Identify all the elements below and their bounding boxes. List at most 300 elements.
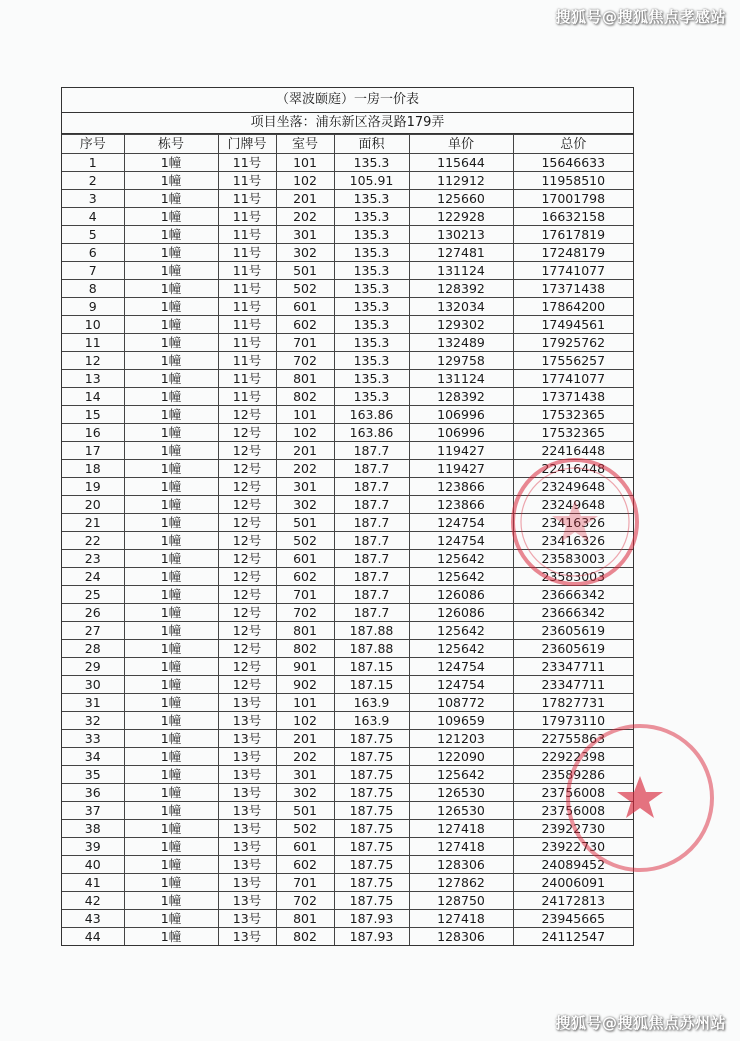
cell-door: 12号 xyxy=(218,568,276,586)
cell-unit-price: 127418 xyxy=(409,910,513,928)
cell-unit-price: 127418 xyxy=(409,838,513,856)
cell-total-price: 17494561 xyxy=(513,316,633,334)
cell-total-price: 24112547 xyxy=(513,928,633,946)
cell-index: 2 xyxy=(62,172,124,190)
table-row xyxy=(62,478,633,496)
cell-building: 1幢 xyxy=(124,586,218,604)
cell-unit-price: 126086 xyxy=(409,586,513,604)
cell-building: 1幢 xyxy=(124,280,218,298)
cell-building: 1幢 xyxy=(124,442,218,460)
cell-index: 40 xyxy=(62,856,124,874)
cell-unit-price: 126530 xyxy=(409,802,513,820)
cell-door: 13号 xyxy=(218,766,276,784)
cell-total-price: 23416326 xyxy=(513,532,633,550)
cell-unit-price: 108772 xyxy=(409,694,513,712)
cell-area: 163.86 xyxy=(334,406,409,424)
cell-building: 1幢 xyxy=(124,208,218,226)
cell-total-price: 17973110 xyxy=(513,712,633,730)
table-row xyxy=(62,298,633,316)
cell-index: 4 xyxy=(62,208,124,226)
cell-area: 187.88 xyxy=(334,640,409,658)
cell-total-price: 23605619 xyxy=(513,640,633,658)
cell-door: 12号 xyxy=(218,586,276,604)
cell-total-price: 17925762 xyxy=(513,334,633,352)
cell-area: 135.3 xyxy=(334,244,409,262)
cell-index: 43 xyxy=(62,910,124,928)
price-sheet xyxy=(61,87,634,946)
cell-area: 187.75 xyxy=(334,892,409,910)
cell-building: 1幢 xyxy=(124,190,218,208)
cell-building: 1幢 xyxy=(124,856,218,874)
cell-index: 8 xyxy=(62,280,124,298)
cell-area: 187.75 xyxy=(334,766,409,784)
cell-area: 163.9 xyxy=(334,694,409,712)
cell-index: 29 xyxy=(62,658,124,676)
cell-room: 702 xyxy=(276,352,334,370)
header-total-price: 总价 xyxy=(513,135,633,154)
cell-total-price: 24089452 xyxy=(513,856,633,874)
table-row xyxy=(62,244,633,262)
cell-building: 1幢 xyxy=(124,406,218,424)
cell-building: 1幢 xyxy=(124,154,218,172)
cell-index: 23 xyxy=(62,550,124,568)
cell-total-price: 23756008 xyxy=(513,784,633,802)
cell-door: 13号 xyxy=(218,838,276,856)
cell-area: 187.93 xyxy=(334,928,409,946)
cell-area: 187.7 xyxy=(334,478,409,496)
cell-area: 135.3 xyxy=(334,316,409,334)
cell-door: 11号 xyxy=(218,370,276,388)
cell-building: 1幢 xyxy=(124,532,218,550)
cell-index: 12 xyxy=(62,352,124,370)
header-index: 序号 xyxy=(62,135,124,154)
cell-room: 601 xyxy=(276,550,334,568)
cell-room: 601 xyxy=(276,838,334,856)
cell-index: 11 xyxy=(62,334,124,352)
cell-unit-price: 129302 xyxy=(409,316,513,334)
cell-total-price: 17532365 xyxy=(513,406,633,424)
cell-door: 13号 xyxy=(218,802,276,820)
cell-door: 12号 xyxy=(218,514,276,532)
cell-unit-price: 122090 xyxy=(409,748,513,766)
cell-area: 187.75 xyxy=(334,838,409,856)
cell-area: 187.7 xyxy=(334,532,409,550)
cell-room: 301 xyxy=(276,766,334,784)
cell-door: 12号 xyxy=(218,676,276,694)
cell-area: 163.9 xyxy=(334,712,409,730)
cell-index: 30 xyxy=(62,676,124,694)
header-unit-price: 单价 xyxy=(409,135,513,154)
cell-index: 36 xyxy=(62,784,124,802)
cell-unit-price: 123866 xyxy=(409,478,513,496)
cell-room: 502 xyxy=(276,820,334,838)
cell-door: 11号 xyxy=(218,190,276,208)
cell-room: 702 xyxy=(276,892,334,910)
cell-door: 12号 xyxy=(218,496,276,514)
cell-room: 802 xyxy=(276,928,334,946)
table-row xyxy=(62,190,633,208)
cell-area: 187.7 xyxy=(334,460,409,478)
cell-area: 135.3 xyxy=(334,298,409,316)
table-row xyxy=(62,748,633,766)
cell-building: 1幢 xyxy=(124,496,218,514)
cell-room: 101 xyxy=(276,154,334,172)
cell-area: 187.7 xyxy=(334,514,409,532)
cell-room: 301 xyxy=(276,226,334,244)
cell-total-price: 17617819 xyxy=(513,226,633,244)
cell-building: 1幢 xyxy=(124,550,218,568)
cell-room: 502 xyxy=(276,280,334,298)
cell-unit-price: 131124 xyxy=(409,370,513,388)
cell-building: 1幢 xyxy=(124,226,218,244)
table-row xyxy=(62,280,633,298)
cell-room: 802 xyxy=(276,388,334,406)
cell-index: 24 xyxy=(62,568,124,586)
cell-area: 163.86 xyxy=(334,424,409,442)
cell-area: 135.3 xyxy=(334,262,409,280)
cell-door: 11号 xyxy=(218,172,276,190)
cell-unit-price: 125642 xyxy=(409,766,513,784)
table-row xyxy=(62,622,633,640)
cell-area: 187.75 xyxy=(334,856,409,874)
table-row xyxy=(62,640,633,658)
cell-total-price: 23249648 xyxy=(513,478,633,496)
cell-door: 12号 xyxy=(218,442,276,460)
cell-area: 187.7 xyxy=(334,604,409,622)
cell-room: 201 xyxy=(276,190,334,208)
cell-door: 13号 xyxy=(218,856,276,874)
cell-building: 1幢 xyxy=(124,334,218,352)
cell-room: 302 xyxy=(276,496,334,514)
cell-total-price: 23416326 xyxy=(513,514,633,532)
cell-unit-price: 109659 xyxy=(409,712,513,730)
cell-door: 11号 xyxy=(218,316,276,334)
cell-unit-price: 128306 xyxy=(409,928,513,946)
cell-room: 701 xyxy=(276,874,334,892)
cell-door: 12号 xyxy=(218,478,276,496)
table-row xyxy=(62,658,633,676)
cell-area: 135.3 xyxy=(334,280,409,298)
cell-index: 5 xyxy=(62,226,124,244)
table-body xyxy=(62,154,633,946)
cell-building: 1幢 xyxy=(124,316,218,334)
cell-room: 601 xyxy=(276,298,334,316)
header-area: 面积 xyxy=(334,135,409,154)
table-row xyxy=(62,208,633,226)
cell-total-price: 22755863 xyxy=(513,730,633,748)
cell-area: 105.91 xyxy=(334,172,409,190)
table-row xyxy=(62,388,633,406)
cell-index: 19 xyxy=(62,478,124,496)
sheet-address: 项目坐落：浦东新区洛灵路179弄 xyxy=(62,113,633,134)
cell-unit-price: 125642 xyxy=(409,622,513,640)
table-row xyxy=(62,694,633,712)
cell-total-price: 23347711 xyxy=(513,658,633,676)
cell-total-price: 15646633 xyxy=(513,154,633,172)
cell-total-price: 16632158 xyxy=(513,208,633,226)
cell-index: 25 xyxy=(62,586,124,604)
cell-room: 301 xyxy=(276,478,334,496)
cell-unit-price: 123866 xyxy=(409,496,513,514)
cell-area: 135.3 xyxy=(334,352,409,370)
watermark-bottom: 搜狐号@搜狐焦点苏州站 xyxy=(555,1014,726,1032)
cell-total-price: 22416448 xyxy=(513,442,633,460)
cell-unit-price: 125642 xyxy=(409,568,513,586)
cell-building: 1幢 xyxy=(124,298,218,316)
table-row xyxy=(62,910,633,928)
cell-area: 187.75 xyxy=(334,748,409,766)
cell-building: 1幢 xyxy=(124,370,218,388)
cell-room: 202 xyxy=(276,748,334,766)
cell-building: 1幢 xyxy=(124,568,218,586)
cell-total-price: 17532365 xyxy=(513,424,633,442)
cell-building: 1幢 xyxy=(124,604,218,622)
table-row xyxy=(62,766,633,784)
cell-unit-price: 124754 xyxy=(409,676,513,694)
cell-area: 135.3 xyxy=(334,208,409,226)
cell-room: 602 xyxy=(276,856,334,874)
cell-index: 39 xyxy=(62,838,124,856)
cell-room: 801 xyxy=(276,910,334,928)
cell-door: 11号 xyxy=(218,244,276,262)
cell-unit-price: 124754 xyxy=(409,514,513,532)
cell-building: 1幢 xyxy=(124,676,218,694)
cell-area: 187.7 xyxy=(334,568,409,586)
cell-index: 26 xyxy=(62,604,124,622)
table-row xyxy=(62,586,633,604)
cell-building: 1幢 xyxy=(124,460,218,478)
cell-area: 187.15 xyxy=(334,658,409,676)
cell-door: 12号 xyxy=(218,460,276,478)
cell-total-price: 23249648 xyxy=(513,496,633,514)
cell-total-price: 17001798 xyxy=(513,190,633,208)
cell-area: 135.3 xyxy=(334,388,409,406)
header-room: 室号 xyxy=(276,135,334,154)
cell-unit-price: 126530 xyxy=(409,784,513,802)
cell-door: 12号 xyxy=(218,424,276,442)
table-row xyxy=(62,874,633,892)
cell-index: 13 xyxy=(62,370,124,388)
cell-index: 35 xyxy=(62,766,124,784)
cell-room: 501 xyxy=(276,262,334,280)
cell-index: 10 xyxy=(62,316,124,334)
cell-index: 34 xyxy=(62,748,124,766)
table-row xyxy=(62,928,633,946)
cell-door: 13号 xyxy=(218,910,276,928)
cell-total-price: 17371438 xyxy=(513,280,633,298)
table-row xyxy=(62,172,633,190)
cell-index: 22 xyxy=(62,532,124,550)
cell-building: 1幢 xyxy=(124,766,218,784)
cell-area: 135.3 xyxy=(334,226,409,244)
table-row xyxy=(62,604,633,622)
cell-total-price: 22416448 xyxy=(513,460,633,478)
cell-unit-price: 121203 xyxy=(409,730,513,748)
table-row xyxy=(62,334,633,352)
cell-total-price: 23945665 xyxy=(513,910,633,928)
cell-unit-price: 129758 xyxy=(409,352,513,370)
cell-unit-price: 125642 xyxy=(409,550,513,568)
cell-room: 202 xyxy=(276,460,334,478)
cell-total-price: 11958510 xyxy=(513,172,633,190)
cell-index: 27 xyxy=(62,622,124,640)
cell-door: 11号 xyxy=(218,208,276,226)
cell-unit-price: 132034 xyxy=(409,298,513,316)
cell-building: 1幢 xyxy=(124,838,218,856)
cell-door: 12号 xyxy=(218,550,276,568)
cell-index: 7 xyxy=(62,262,124,280)
cell-building: 1幢 xyxy=(124,712,218,730)
cell-unit-price: 119427 xyxy=(409,460,513,478)
cell-unit-price: 106996 xyxy=(409,424,513,442)
cell-area: 135.3 xyxy=(334,370,409,388)
cell-total-price: 17371438 xyxy=(513,388,633,406)
cell-total-price: 17864200 xyxy=(513,298,633,316)
table-row xyxy=(62,460,633,478)
cell-building: 1幢 xyxy=(124,694,218,712)
cell-area: 187.75 xyxy=(334,802,409,820)
cell-room: 802 xyxy=(276,640,334,658)
table-row xyxy=(62,442,633,460)
cell-room: 102 xyxy=(276,172,334,190)
cell-total-price: 17827731 xyxy=(513,694,633,712)
cell-building: 1幢 xyxy=(124,262,218,280)
cell-index: 17 xyxy=(62,442,124,460)
cell-room: 501 xyxy=(276,514,334,532)
table-row xyxy=(62,352,633,370)
cell-room: 202 xyxy=(276,208,334,226)
cell-unit-price: 131124 xyxy=(409,262,513,280)
cell-building: 1幢 xyxy=(124,802,218,820)
cell-area: 135.3 xyxy=(334,334,409,352)
cell-room: 201 xyxy=(276,730,334,748)
table-row xyxy=(62,730,633,748)
cell-door: 11号 xyxy=(218,262,276,280)
cell-area: 187.7 xyxy=(334,496,409,514)
cell-building: 1幢 xyxy=(124,658,218,676)
cell-unit-price: 106996 xyxy=(409,406,513,424)
table-row xyxy=(62,856,633,874)
cell-room: 101 xyxy=(276,694,334,712)
cell-room: 801 xyxy=(276,370,334,388)
cell-building: 1幢 xyxy=(124,928,218,946)
table-row xyxy=(62,226,633,244)
cell-door: 11号 xyxy=(218,226,276,244)
cell-index: 42 xyxy=(62,892,124,910)
cell-total-price: 24006091 xyxy=(513,874,633,892)
price-table xyxy=(62,134,633,945)
cell-index: 20 xyxy=(62,496,124,514)
cell-area: 187.93 xyxy=(334,910,409,928)
cell-building: 1幢 xyxy=(124,424,218,442)
cell-unit-price: 115644 xyxy=(409,154,513,172)
cell-area: 187.7 xyxy=(334,442,409,460)
table-row xyxy=(62,406,633,424)
table-row xyxy=(62,496,633,514)
cell-area: 187.75 xyxy=(334,820,409,838)
cell-door: 11号 xyxy=(218,334,276,352)
table-row xyxy=(62,568,633,586)
cell-door: 11号 xyxy=(218,298,276,316)
cell-door: 12号 xyxy=(218,604,276,622)
table-header-row xyxy=(62,135,633,154)
table-row xyxy=(62,676,633,694)
cell-room: 901 xyxy=(276,658,334,676)
table-row xyxy=(62,262,633,280)
cell-unit-price: 124754 xyxy=(409,532,513,550)
cell-room: 701 xyxy=(276,334,334,352)
cell-total-price: 23347711 xyxy=(513,676,633,694)
cell-building: 1幢 xyxy=(124,748,218,766)
cell-door: 13号 xyxy=(218,892,276,910)
cell-building: 1幢 xyxy=(124,172,218,190)
cell-total-price: 17248179 xyxy=(513,244,633,262)
header-building: 栋号 xyxy=(124,135,218,154)
cell-unit-price: 127862 xyxy=(409,874,513,892)
table-row xyxy=(62,514,633,532)
cell-unit-price: 127481 xyxy=(409,244,513,262)
cell-total-price: 23756008 xyxy=(513,802,633,820)
table-row xyxy=(62,784,633,802)
cell-total-price: 23605619 xyxy=(513,622,633,640)
cell-building: 1幢 xyxy=(124,478,218,496)
cell-index: 9 xyxy=(62,298,124,316)
table-row xyxy=(62,712,633,730)
cell-index: 6 xyxy=(62,244,124,262)
cell-unit-price: 126086 xyxy=(409,604,513,622)
cell-unit-price: 127418 xyxy=(409,820,513,838)
cell-index: 31 xyxy=(62,694,124,712)
cell-index: 16 xyxy=(62,424,124,442)
cell-door: 13号 xyxy=(218,748,276,766)
cell-area: 187.88 xyxy=(334,622,409,640)
cell-room: 701 xyxy=(276,586,334,604)
cell-building: 1幢 xyxy=(124,388,218,406)
cell-total-price: 17741077 xyxy=(513,262,633,280)
cell-building: 1幢 xyxy=(124,640,218,658)
table-row xyxy=(62,154,633,172)
cell-door: 13号 xyxy=(218,694,276,712)
table-row xyxy=(62,550,633,568)
cell-building: 1幢 xyxy=(124,730,218,748)
cell-room: 201 xyxy=(276,442,334,460)
cell-unit-price: 125642 xyxy=(409,640,513,658)
cell-room: 602 xyxy=(276,316,334,334)
table-row xyxy=(62,802,633,820)
header-door: 门牌号 xyxy=(218,135,276,154)
cell-door: 12号 xyxy=(218,532,276,550)
cell-building: 1幢 xyxy=(124,784,218,802)
cell-area: 135.3 xyxy=(334,190,409,208)
cell-total-price: 23583003 xyxy=(513,550,633,568)
table-row xyxy=(62,424,633,442)
cell-index: 14 xyxy=(62,388,124,406)
cell-total-price: 24172813 xyxy=(513,892,633,910)
cell-area: 135.3 xyxy=(334,154,409,172)
cell-area: 187.7 xyxy=(334,550,409,568)
cell-building: 1幢 xyxy=(124,820,218,838)
cell-total-price: 17556257 xyxy=(513,352,633,370)
cell-index: 21 xyxy=(62,514,124,532)
cell-door: 13号 xyxy=(218,784,276,802)
table-row xyxy=(62,892,633,910)
cell-building: 1幢 xyxy=(124,352,218,370)
cell-room: 302 xyxy=(276,784,334,802)
cell-building: 1幢 xyxy=(124,514,218,532)
cell-door: 13号 xyxy=(218,820,276,838)
cell-room: 101 xyxy=(276,406,334,424)
cell-index: 37 xyxy=(62,802,124,820)
